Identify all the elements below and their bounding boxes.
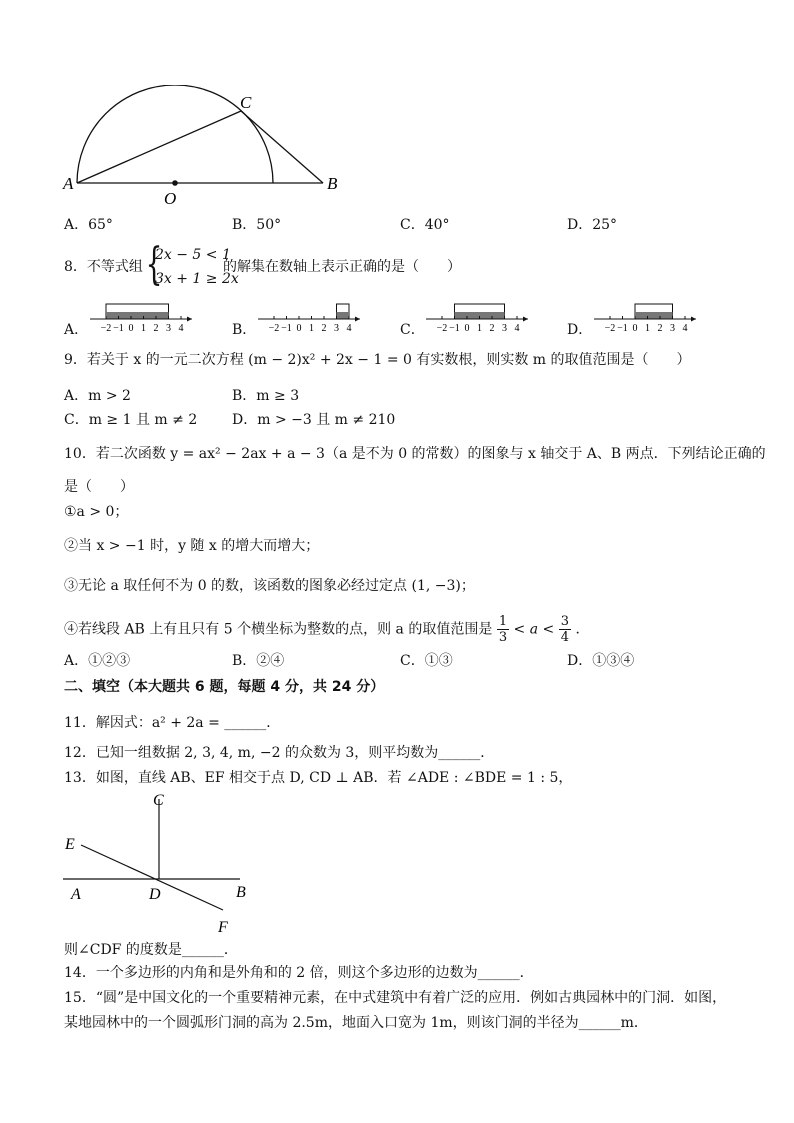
solution-shade (635, 312, 673, 319)
tick-label: −2 (604, 323, 616, 334)
tick-label: 2 (153, 323, 159, 334)
tick-label: 4 (346, 323, 352, 334)
tick-label: 1 (309, 323, 314, 334)
tick-label: 3 (166, 323, 171, 334)
axis-arrow (187, 317, 192, 322)
label-b: B (236, 884, 246, 901)
q9-option-d[interactable]: D．m > −3 且 m ≠ 210 (232, 412, 396, 428)
center-dot (172, 180, 178, 186)
label-a: A (63, 174, 74, 193)
fraction-1-numerator: 1 (498, 614, 508, 629)
tick-label: 1 (645, 323, 650, 334)
tick-label: 0 (632, 323, 638, 334)
label-f: F (218, 919, 228, 936)
intersecting-lines-figure (55, 785, 275, 940)
tick-label: −1 (281, 323, 292, 334)
q10-option-b[interactable]: B．②④ (232, 653, 285, 669)
tick-label: 2 (657, 323, 663, 334)
tick-label: 4 (178, 323, 184, 334)
q15-line1: 15．“圆”是中国文化的一个重要精神元素，在中式建筑中有着广泛的应用．例如古典园林中的门洞．如图， (64, 990, 727, 1006)
tick-label: 0 (464, 323, 470, 334)
q8-eq2: 3x + 1 ≥ 2x (155, 271, 239, 287)
q9-option-a[interactable]: A．m > 2 (64, 388, 131, 404)
q8-number-line-b[interactable] (256, 300, 366, 334)
tick-label: 4 (514, 323, 520, 334)
q10-statement-1: ①a > 0； (64, 504, 129, 520)
label-b: B (327, 174, 338, 193)
q10-statement-4 (64, 614, 589, 645)
q8-option-b-label[interactable]: B． (232, 322, 257, 338)
tick-label: 2 (489, 323, 495, 334)
q12: 12．已知一组数据 2, 3, 4, m, −2 的众数为 3，则平均数为______． (64, 745, 495, 761)
q8-prefix: 8．不等式组 (64, 259, 143, 275)
tick-label: 3 (670, 323, 675, 334)
q8-option-d-label[interactable]: D． (567, 322, 593, 338)
circle-tangent-figure (55, 85, 355, 210)
solution-shade (337, 312, 350, 319)
q7-option-b[interactable]: B．50° (232, 217, 282, 233)
label-o: O (164, 189, 177, 208)
line-cb (241, 111, 323, 183)
q10-stem-line1: 10．若二次函数 y = ax² − 2ax + a − 3（a 是不为 0 的常数）的图象与 x 轴交于 A、B 两点．下列结论正确的 (64, 446, 766, 462)
q8-number-line-d[interactable] (592, 300, 702, 334)
q8-option-c-label[interactable]: C． (400, 322, 425, 338)
q8-number-line-a[interactable] (88, 300, 198, 334)
q10-s4-fraction-1 (497, 614, 509, 645)
tick-label: −1 (617, 323, 628, 334)
tick-label: −2 (268, 323, 280, 334)
q8-option-a-label[interactable]: A． (64, 322, 89, 338)
q8-brace: { (145, 239, 163, 290)
q7-option-d[interactable]: D．25° (567, 217, 618, 233)
q9-option-b[interactable]: B．m ≥ 3 (232, 388, 300, 404)
q8-eq1: 2x − 5 < 1 (155, 247, 231, 263)
q10-s4-inequality: < a < (513, 621, 555, 638)
axis-arrow (691, 317, 696, 322)
q10-option-c[interactable]: C．①③ (400, 653, 453, 669)
q10-statement-3: ③无论 a 取任何不为 0 的数，该函数的图象必经过定点 (1, −3)； (64, 578, 475, 594)
q15-line2: 某地园林中的一个圆弧形门洞的高为 2.5m，地面入口宽为 1m，则该门洞的半径为______m． (64, 1015, 648, 1031)
fraction-1-denominator: 3 (498, 630, 508, 645)
q7-option-c[interactable]: C．40° (400, 217, 450, 233)
solution-shade (106, 312, 169, 319)
tick-label: 1 (477, 323, 482, 334)
label-c: C (153, 792, 164, 809)
tick-label: 4 (682, 323, 688, 334)
label-c: C (240, 93, 252, 112)
tick-label: −1 (449, 323, 460, 334)
q10-statement-2: ②当 x > −1 时，y 随 x 的增大而增大； (64, 538, 320, 554)
q11: 11．解因式：a² + 2a = ______． (64, 715, 281, 731)
q9-option-c[interactable]: C．m ≥ 1 且 m ≠ 2 (64, 412, 198, 428)
q10-option-d[interactable]: D．①③④ (567, 653, 635, 669)
q10-stem-line2: 是（ ） (64, 479, 134, 495)
q9-stem: 9．若关于 x 的一元二次方程 (m − 2)x² + 2x − 1 = 0 有实数根，则实数 m 的取值范围是（ ） (64, 352, 691, 368)
tick-label: 0 (128, 323, 134, 334)
label-d: D (149, 886, 161, 903)
line-ac (77, 111, 241, 183)
tick-label: −2 (100, 323, 112, 334)
q8-number-line-c[interactable] (424, 300, 534, 334)
q10-option-a[interactable]: A．①②③ (64, 653, 131, 669)
q10-s4-text: ④若线段 AB 上有且只有 5 个横坐标为整数的点，则 a 的取值范围是 (64, 621, 493, 638)
axis-arrow (355, 317, 360, 322)
tick-label: −1 (113, 323, 124, 334)
axis-arrow (523, 317, 528, 322)
tick-label: 2 (321, 323, 327, 334)
label-e: E (65, 836, 75, 853)
tick-label: 3 (502, 323, 507, 334)
tick-label: 1 (141, 323, 146, 334)
q13-after: 则∠CDF 的度数是______． (64, 942, 238, 958)
q10-s4-end: ． (575, 621, 590, 638)
q7-option-a[interactable]: A．65° (64, 217, 113, 233)
tick-label: −2 (436, 323, 448, 334)
q10-s4-fraction-2 (559, 614, 571, 645)
tick-label: 3 (334, 323, 339, 334)
fraction-2-denominator: 4 (560, 630, 569, 645)
q14: 14．一个多边形的内角和是外角和的 2 倍，则这个多边形的边数为______． (64, 965, 534, 981)
tick-label: 0 (296, 323, 302, 334)
q8-suffix: 的解集在数轴上表示正确的是（ ） (223, 259, 461, 275)
fraction-2-numerator: 3 (560, 614, 569, 629)
q13-stem: 13．如图，直线 AB、EF 相交于点 D, CD ⊥ AB．若 ∠ADE : ∠BDE = 1 : 5， (64, 770, 573, 786)
label-a: A (71, 886, 81, 903)
section-2-heading: 二、填空（本大题共 6 题，每题 4 分，共 24 分） (64, 679, 385, 695)
